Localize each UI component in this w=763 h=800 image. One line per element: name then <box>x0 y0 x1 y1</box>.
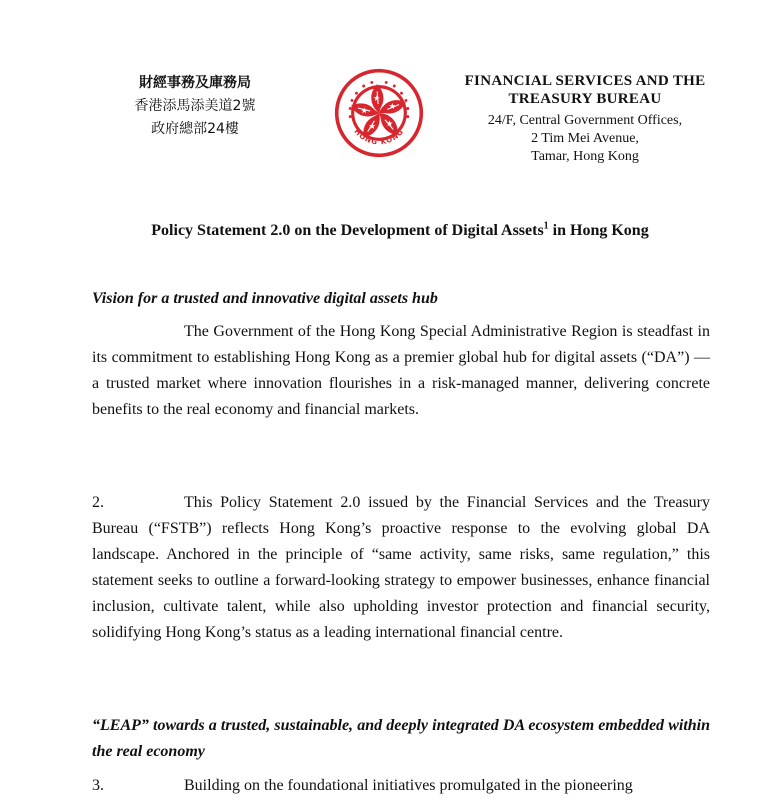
section-heading-leap: “LEAP” towards a trusted, sustainable, and deeply integrated DA ecosystem embedded within the real economy <box>92 717 710 760</box>
address-chinese-line-2: 政府總部24樓 <box>151 121 239 137</box>
address-english-line-3: Tamar, Hong Kong <box>531 149 639 164</box>
org-name-english-line-1: FINANCIAL SERVICES AND THE <box>464 73 706 89</box>
letterhead-english <box>440 72 730 166</box>
address-english-line-1: 24/F, Central Government Offices, <box>487 113 683 128</box>
org-name-english-line-2: TREASURY BUREAU <box>508 91 662 107</box>
paragraph-2-number: 2. <box>92 494 104 511</box>
title-footnote-marker[interactable]: 1 <box>543 220 549 232</box>
address-english-line-2: 2 Tim Mei Avenue, <box>531 131 639 146</box>
document-title <box>90 219 710 243</box>
document-title-suffix: in Hong Kong <box>548 222 649 239</box>
org-name-chinese: 財經事務及庫務局 <box>139 75 251 91</box>
paragraph-2-text: This Policy Statement 2.0 issued by the Financial Services and the Treasury Bureau (“FSTB”) reflects Hong Kong’s proactive response to the evolving global DA landscape. Anchored in the principle of “same activity, same risks, same regulation,” this statement seeks to outline a forward-looking strategy to empower businesses, enhance financial inclusion, cultivate talent, while also upholding investor protection and financial security, solidifying Hong Kong’s status as a leading international financial centre. <box>92 494 710 641</box>
section-heading-vision: Vision for a trusted and innovative digital assets hub <box>92 290 438 307</box>
document-title-text: Policy Statement 2.0 on the Development of Digital Assets <box>151 222 544 239</box>
paragraph-3-number: 3. <box>92 777 104 794</box>
paragraph-1 <box>92 319 710 423</box>
address-chinese-line-1: 香港添馬添美道2號 <box>134 98 256 114</box>
paragraph-3 <box>92 773 710 799</box>
paragraph-1-text: The Government of the Hong Kong Special Administrative Region is steadfast in its commitment to establishing Hong Kong as a premier global hub for digital assets (“DA”) — a trusted market where innovation flourishes in a risk-managed manner, delivering concrete benefits to the real economy and financial markets. <box>92 323 710 418</box>
paragraph-2 <box>92 490 710 646</box>
emblem-text: HONG KONG <box>352 126 406 147</box>
paragraph-3-text: Building on the foundational initiatives promulgated in the pioneering <box>184 777 633 794</box>
letterhead-chinese <box>100 72 290 141</box>
hksar-regional-emblem-icon <box>334 68 424 158</box>
